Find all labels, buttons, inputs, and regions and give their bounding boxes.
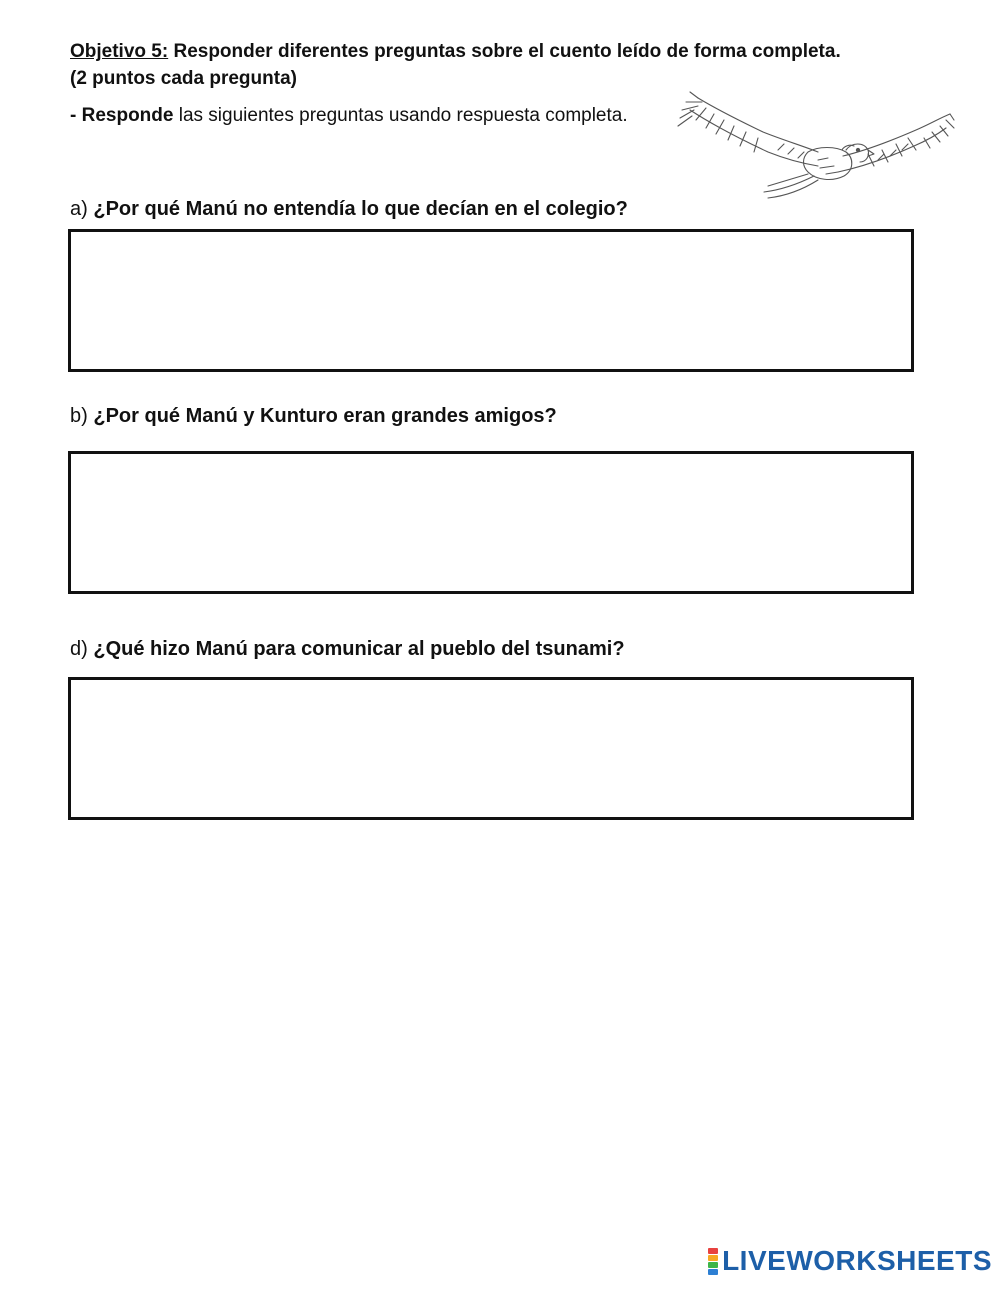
- question-d: [70, 637, 625, 661]
- liveworksheets-logo-icon: [708, 1248, 718, 1275]
- liveworksheets-brand: [708, 1245, 992, 1277]
- instruction-text: las siguientes preguntas usando respuesta completa.: [173, 105, 628, 126]
- logo-swatch: [708, 1262, 718, 1268]
- answer-box-b[interactable]: [68, 451, 914, 594]
- question-b: [70, 404, 557, 428]
- question-text: ¿Por qué Manú no entendía lo que decían en el colegio?: [93, 198, 628, 220]
- question-letter: b): [70, 405, 88, 427]
- logo-swatch: [708, 1269, 718, 1275]
- logo-swatch: [708, 1255, 718, 1261]
- instruction-bold: - Responde: [70, 105, 174, 126]
- question-a: [70, 197, 628, 221]
- brand-text: LIVEWORKSHEETS: [722, 1245, 992, 1276]
- answer-box-d[interactable]: [68, 677, 914, 820]
- answer-box-a[interactable]: [68, 229, 914, 372]
- instruction: [70, 104, 628, 128]
- question-letter: d): [70, 638, 88, 660]
- question-text: ¿Por qué Manú y Kunturo eran grandes amigos?: [93, 405, 557, 427]
- objective-text: Responder diferentes preguntas sobre el cuento leído de forma completa.: [168, 41, 841, 62]
- condor-drawing-icon: [668, 80, 956, 218]
- question-letter: a): [70, 198, 88, 220]
- objective-label: Objetivo 5:: [70, 41, 169, 62]
- logo-swatch: [708, 1248, 718, 1254]
- question-text: ¿Qué hizo Manú para comunicar al pueblo del tsunami?: [93, 638, 625, 660]
- objective-points: (2 puntos cada pregunta): [70, 68, 297, 89]
